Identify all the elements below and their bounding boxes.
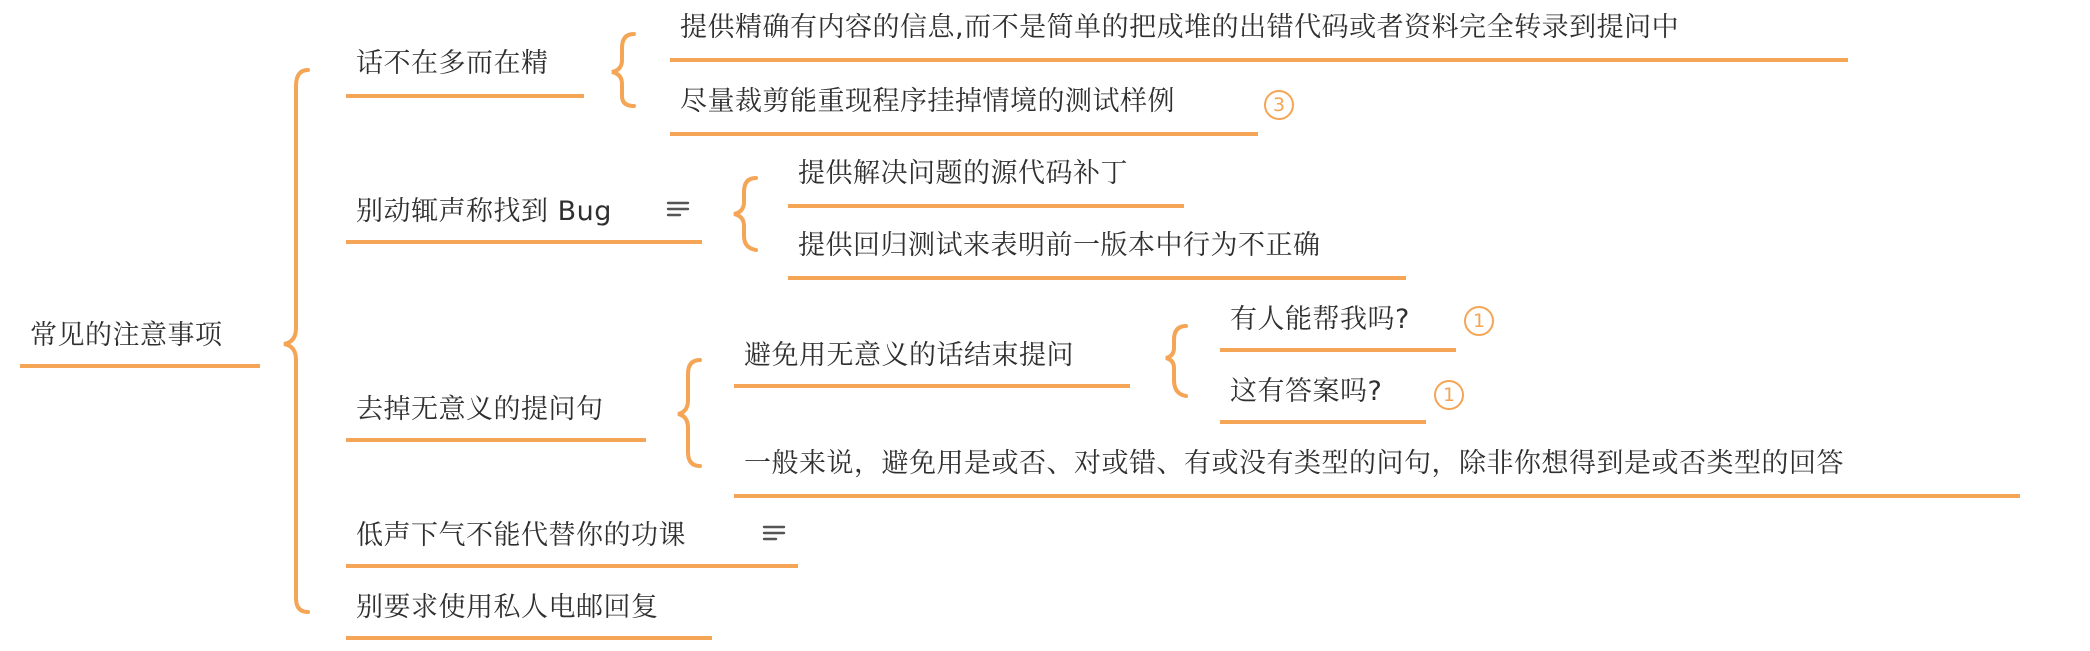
branch-1-underline: [346, 94, 584, 98]
branch-3-underline: [346, 438, 646, 442]
branch-1-child-2-label[interactable]: 尽量裁剪能重现程序挂掉情境的测试样例: [680, 86, 1175, 117]
branch-2-child-1-label[interactable]: 提供解决问题的源代码补丁: [798, 158, 1128, 189]
branch-3-grandchild-2-underline: [1220, 420, 1426, 424]
notes-icon[interactable]: [666, 200, 690, 218]
branch-3-label[interactable]: 去掉无意义的提问句: [356, 394, 604, 425]
branch-2-child-2-label[interactable]: 提供回归测试来表明前一版本中行为不正确: [798, 230, 1321, 261]
branch-3-child-1-label[interactable]: 避免用无意义的话结束提问: [744, 340, 1074, 371]
branch-1-child-1-underline: [670, 58, 1848, 62]
branch-3-grandchild-2-badge[interactable]: 1: [1434, 380, 1464, 410]
branch-1-label[interactable]: 话不在多而在精: [356, 48, 549, 79]
branch-2-label[interactable]: 别动辄声称找到 Bug: [356, 196, 612, 227]
branch-5-label[interactable]: 别要求使用私人电邮回复: [356, 592, 659, 623]
branch-3-child-1-underline: [734, 384, 1130, 388]
branch-1-child-1-label[interactable]: 提供精确有内容的信息,而不是简单的把成堆的出错代码或者资料完全转录到提问中: [680, 12, 1680, 43]
branch-4-label[interactable]: 低声下气不能代替你的功课: [356, 520, 686, 551]
branch-3-child-2-underline: [734, 494, 2020, 498]
branch-3-grandchild-1-label[interactable]: 有人能帮我吗?: [1230, 304, 1410, 335]
branch-4-underline: [346, 564, 798, 568]
branch-3-child-2-label[interactable]: 一般来说，避免用是或否、对或错、有或没有类型的问句，除非你想得到是或否类型的回答: [744, 448, 1844, 479]
branch-3-grandchild-1-badge[interactable]: 1: [1464, 306, 1494, 336]
branch-2-child-1-underline: [788, 204, 1184, 208]
root-underline: [20, 364, 260, 368]
branch-5-underline: [346, 636, 712, 640]
branch3-bracket: [678, 360, 700, 466]
branch2-bracket: [734, 178, 756, 250]
root-label[interactable]: 常见的注意事项: [30, 320, 223, 351]
branch-1-child-2-badge[interactable]: 3: [1264, 90, 1294, 120]
branch-3-grandchild-1-underline: [1220, 348, 1456, 352]
branch-1-child-2-underline: [670, 132, 1258, 136]
branch-2-underline: [346, 240, 702, 244]
notes-icon[interactable]: [762, 524, 786, 542]
root-bracket: [284, 70, 308, 612]
branch-3-grandchild-2-label[interactable]: 这有答案吗?: [1230, 376, 1383, 407]
branch1-bracket: [612, 34, 634, 106]
sub-bracket: [1166, 326, 1186, 396]
branch-2-child-2-underline: [788, 276, 1406, 280]
